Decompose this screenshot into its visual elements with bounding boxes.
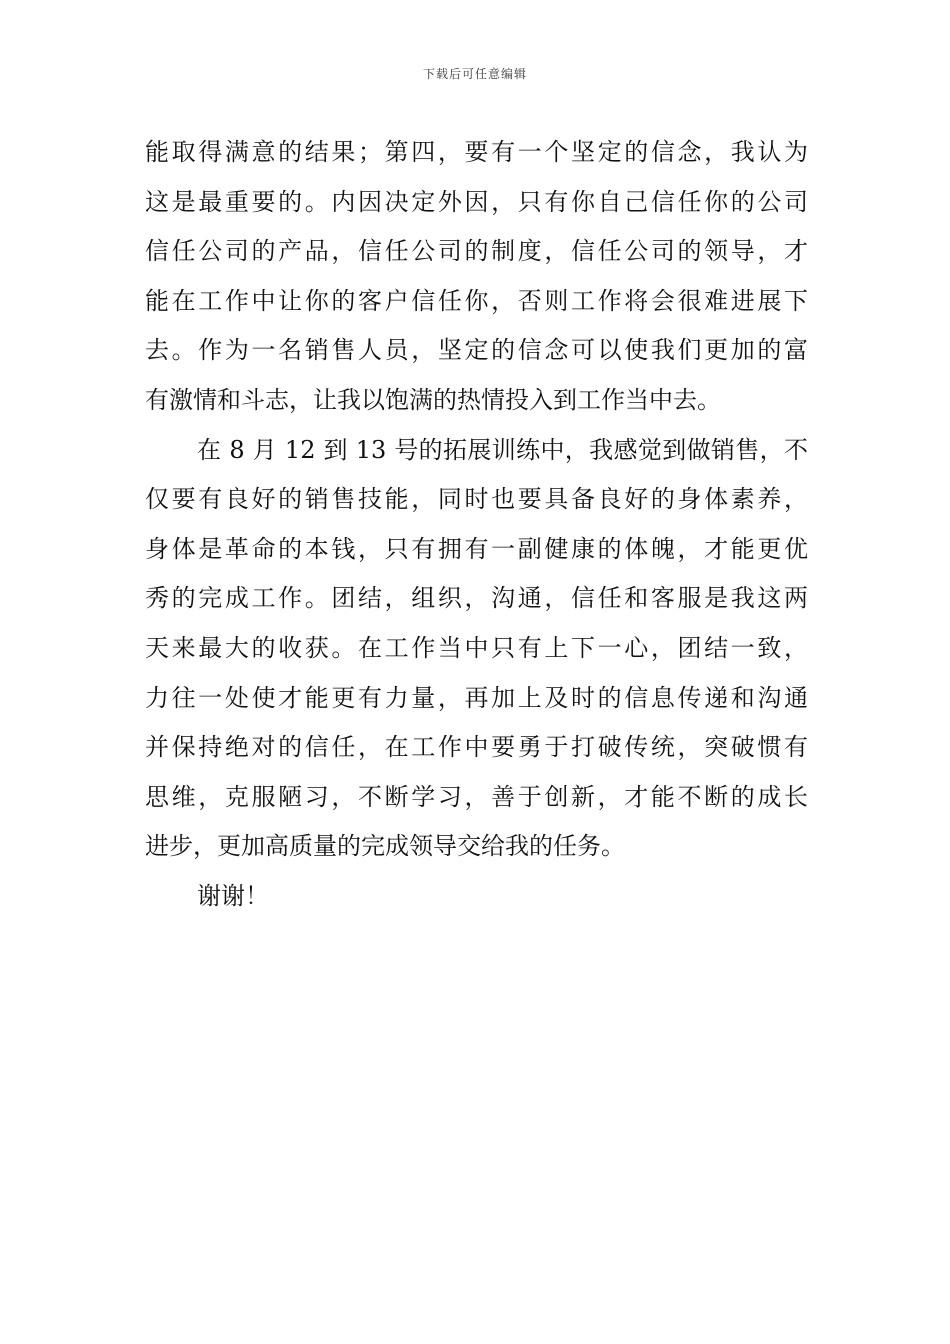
- text-line: 秀的完成工作。团结，组织，沟通，信任和客服是我这两: [145, 584, 808, 613]
- text-line: 能取得满意的结果；第四，要有一个坚定的信念，我认为: [145, 138, 808, 166]
- text-line: 天来最大的收获。在工作当中只有上下一心，团结一致，: [145, 633, 808, 662]
- text-line: 并保持绝对的信任，在工作中要勇于打破传统，突破惯有: [145, 733, 808, 762]
- text-line: 谢谢！: [197, 881, 269, 910]
- text-line: 能在工作中让你的客户信任你，否则工作将会很难进展下: [145, 286, 808, 315]
- text-line: 去。作为一名销售人员，坚定的信念可以使我们更加的富: [145, 336, 808, 365]
- text-line: 力往一处使才能更有力量，再加上及时的信息传递和沟通: [145, 683, 808, 712]
- text-line: 仅要有良好的销售技能，同时也要具备良好的身体素养，: [145, 485, 808, 514]
- text-line: 在 8 月 12 到 13 号的拓展训练中，我感觉到做销售，不: [197, 435, 808, 464]
- text-line: 有激情和斗志，让我以饱满的热情投入到工作当中去。: [145, 385, 721, 414]
- text-line: 这是最重要的。内因决定外因，只有你自己信任你的公司: [145, 187, 808, 216]
- text-line: 信任公司的产品，信任公司的制度，信任公司的领导，才: [145, 237, 808, 266]
- page-header: 下载后可任意编辑: [422, 67, 527, 81]
- document-body: [145, 128, 808, 922]
- text-line: 身体是革命的本钱，只有拥有一副健康的体魄，才能更优: [145, 534, 808, 563]
- text-line: 进步，更加高质量的完成领导交给我的任务。: [145, 832, 625, 861]
- text-line: 思维，克服陋习，不断学习，善于创新，才能不断的成长: [145, 782, 808, 811]
